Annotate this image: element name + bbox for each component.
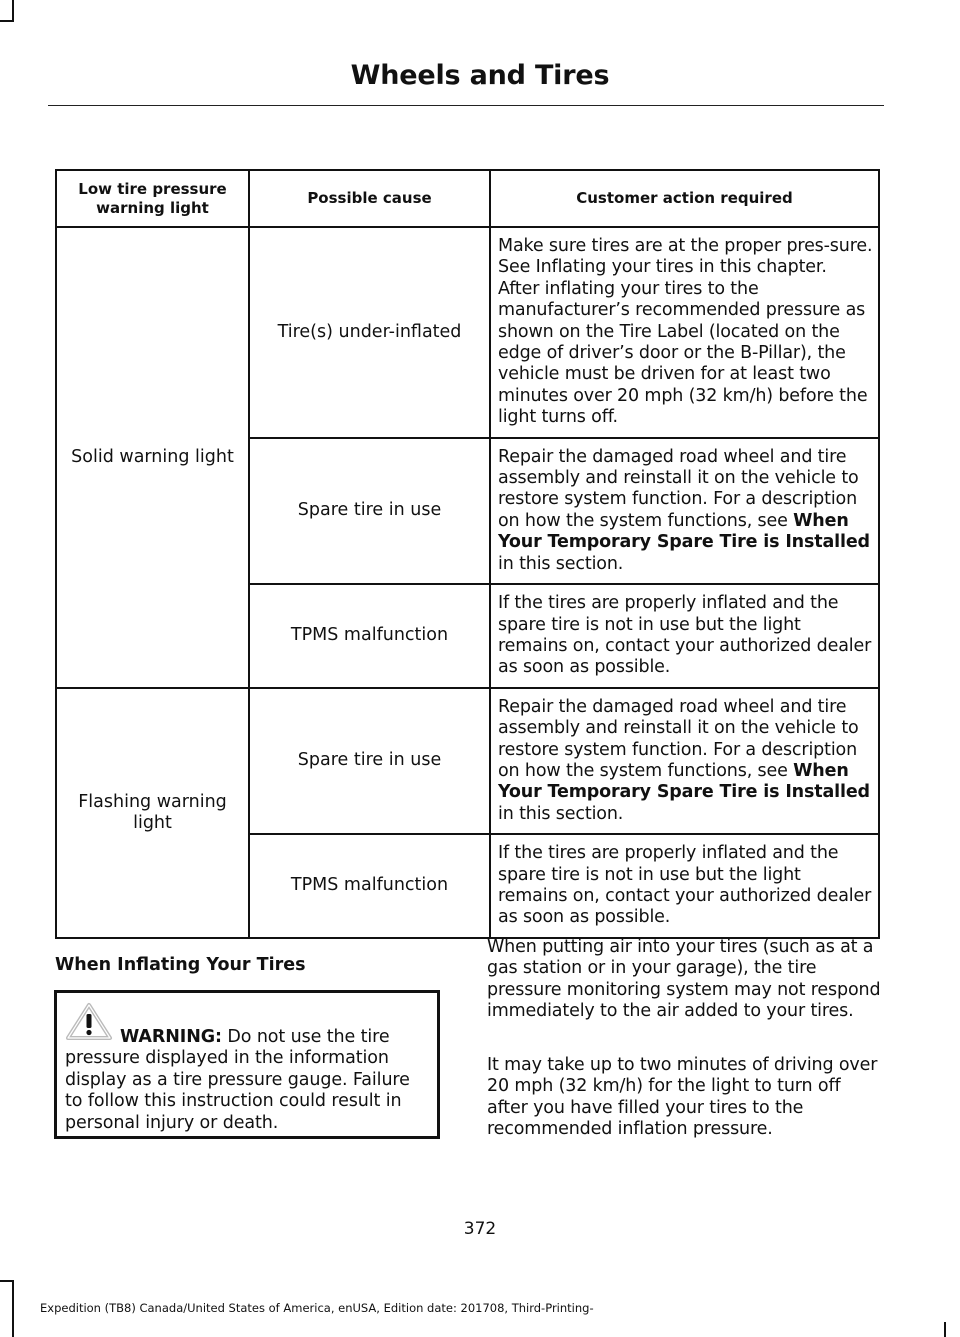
table-row (56, 688, 879, 834)
action-cell (490, 688, 879, 834)
action-cell: Make sure tires are at the proper pres-sure. See Inflating your tires in this chapter. After inflating your tires to the manufacturer’s recommended pressure as shown on the Tire Label (located on the edge of driver’s door or the B-Pillar), the vehicle must be driven for at least two minutes over 20 mph (32 km/h) before the light turns off. (490, 227, 879, 438)
header-warning-light: Low tire pressure warning light (56, 170, 249, 227)
paragraph-light-turn-off: It may take up to two minutes of driving over 20 mph (32 km/h) for the light to turn off after you have filled your tires to the recommended inflation pressure. (487, 1055, 878, 1140)
table-row (56, 227, 879, 438)
cross-reference-link[interactable]: When Your Temporary Spare Tire is Installed (498, 510, 870, 553)
action-cell: If the tires are properly inflated and the spare tire is not in use but the light remains on, contact your authorized dealer as soon as possible. (490, 834, 879, 938)
action-text: Repair the damaged road wheel and tire assembly and reinstall it on the vehicle to restore system function. For a description on how the system functions, see (498, 446, 859, 531)
cross-reference-link[interactable]: When Your Temporary Spare Tire is Installed (498, 760, 870, 803)
crop-mark-bottom-left (12, 1280, 14, 1337)
tpms-warning-table (55, 169, 880, 939)
warning-label: WARNING: (120, 1027, 222, 1047)
table-header-row (56, 170, 879, 227)
action-text-end: in this section. (498, 553, 624, 574)
paragraph-inflation-response: When putting air into your tires (such as at a gas station or in your garage), the tire pressure monitoring system may not respond immediately to the air added to your tires. (487, 937, 881, 1022)
crop-mark-bottom-left-h (0, 1280, 14, 1282)
action-text-end: in this section. (498, 803, 624, 824)
header-customer-action: Customer action required (490, 170, 879, 227)
action-cell: If the tires are properly inflated and the spare tire is not in use but the light remains on, contact your authorized dealer as soon as possible. (490, 584, 879, 688)
header-possible-cause: Possible cause (249, 170, 490, 227)
action-cell (490, 438, 879, 584)
warning-text (65, 1027, 431, 1134)
crop-mark-top-left (12, 0, 14, 22)
light-flashing-warning: Flashing warning light (56, 688, 249, 938)
cause-cell: Spare tire in use (249, 438, 490, 584)
page-number: 372 (463, 1219, 497, 1239)
cause-cell: TPMS malfunction (249, 584, 490, 688)
cause-cell: TPMS malfunction (249, 834, 490, 938)
cause-cell: Spare tire in use (249, 688, 490, 834)
title-divider (48, 105, 884, 106)
cause-cell: Tire(s) under-inflated (249, 227, 490, 438)
action-text: Repair the damaged road wheel and tire assembly and reinstall it on the vehicle to restore system function. For a description on how the system functions, see (498, 696, 859, 781)
crop-mark-top-left-h (0, 20, 14, 22)
warning-box (54, 990, 440, 1139)
footer-edition-info: Expedition (TB8) Canada/United States of America, enUSA, Edition date: 201708, Third-Printing- (40, 1301, 594, 1315)
page-title: Wheels and Tires (350, 60, 610, 91)
light-solid-warning: Solid warning light (56, 227, 249, 688)
crop-mark-bottom-right (944, 1322, 946, 1337)
section-heading: When Inflating Your Tires (55, 955, 306, 975)
warning-body: Do not use the tire pressure displayed in the information display as a tire pressure gauge. Failure to follow this instruction could result in personal injury or death. (65, 1027, 410, 1133)
